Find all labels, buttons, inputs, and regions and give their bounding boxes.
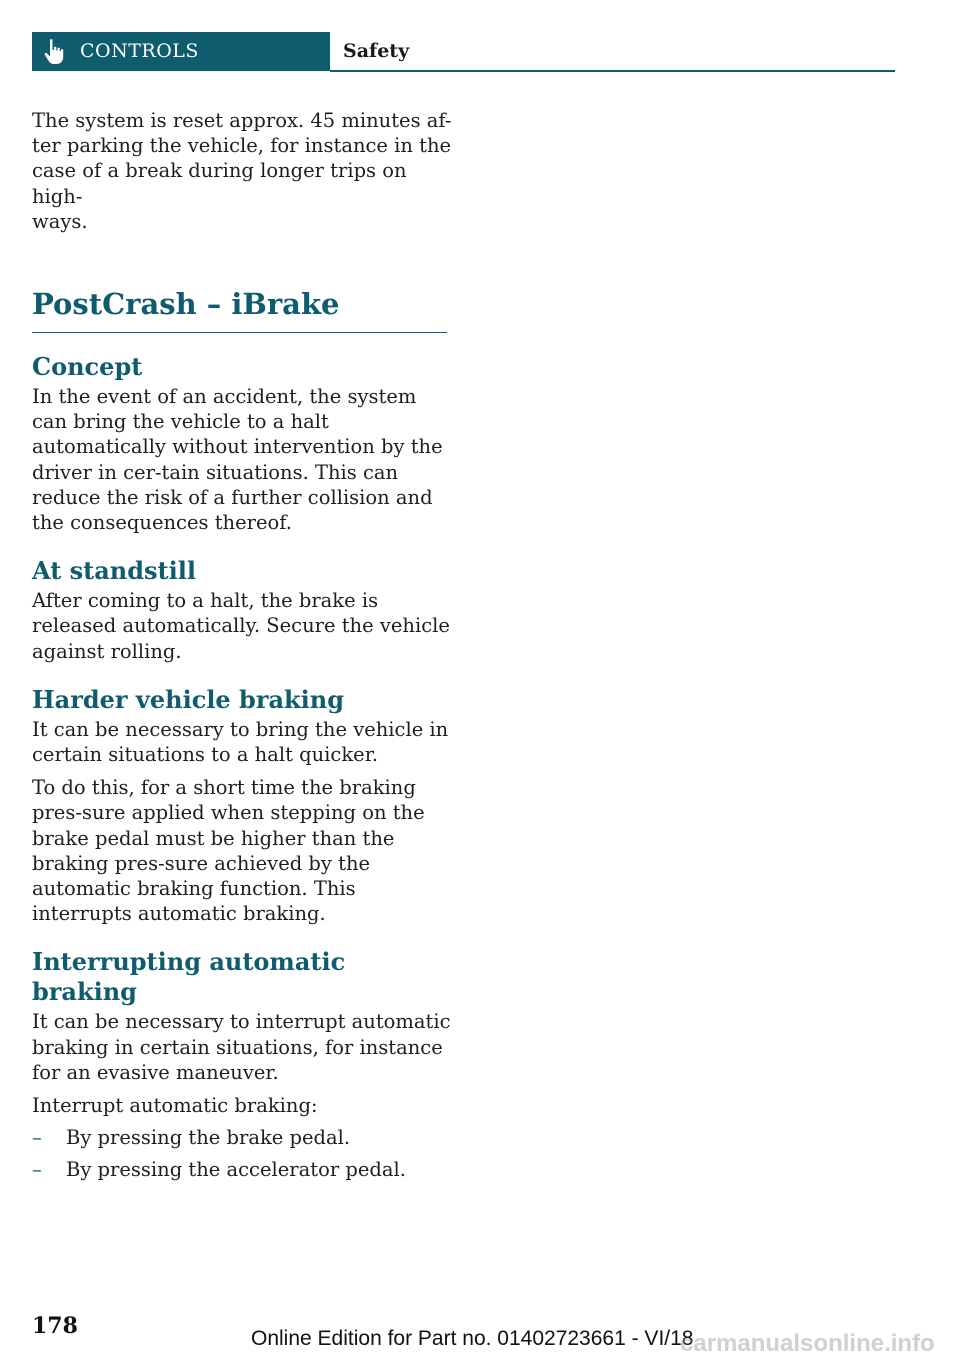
main-column [32, 108, 452, 1182]
chapter-tab-label: CONTROLS [80, 40, 199, 62]
heading-at-standstill: At standstill [32, 556, 196, 586]
list-item-text: By pressing the brake pedal. [66, 1126, 351, 1150]
list-item-text: By pressing the accelerator pedal. [66, 1158, 406, 1182]
heading-interrupting-automatic-braking: Interrupting automatic braking [32, 947, 346, 1007]
edition-note: Online Edition for Part no. 01402723661 - VI/18 [251, 1327, 694, 1350]
section-label: Safety [343, 40, 410, 62]
list-item [32, 1125, 452, 1150]
heading-harder-vehicle-braking: Harder vehicle braking [32, 684, 345, 714]
dash-bullet: – [32, 1158, 42, 1182]
paragraph-at-standstill: After coming to a halt, the brake is released automatically. Secure the vehicle against rolling. [32, 589, 450, 663]
paragraph-interrupting-1: It can be necessary to interrupt automatic braking in certain situations, for instance for an evasive maneuver. [32, 1010, 451, 1084]
header-divider [330, 70, 895, 72]
page-title: PostCrash – iBrake [32, 286, 447, 333]
watermark: carmanualsonline.info [680, 1330, 935, 1357]
paragraph-harder-braking-2: To do this, for a short time the braking pres-sure applied when stepping on the brake pedal must be higher than the braking pres-sure achieved by the automatic braking function. This interrupts automatic braking. [32, 776, 425, 926]
chapter-tab [32, 32, 330, 71]
page-number: 178 [32, 1313, 78, 1339]
paragraph-interrupting-2: Interrupt automatic braking: [32, 1094, 318, 1118]
heading-concept: Concept [32, 352, 143, 382]
pointing-hand-icon [42, 38, 66, 66]
page-header [32, 32, 895, 72]
dash-list [32, 1125, 452, 1182]
list-item [32, 1157, 452, 1182]
dash-bullet: – [32, 1126, 42, 1150]
intro-paragraph: The system is reset approx. 45 minutes af- ter parking the vehicle, for instance in the case of a break during longer trips on high- ways. [32, 109, 452, 233]
paragraph-harder-braking-1: It can be necessary to bring the vehicle in certain situations to a halt quicker. [32, 717, 449, 767]
paragraph-concept: In the event of an accident, the system can bring the vehicle to a halt automatically without intervention by the driver in cer-tain situations. This can reduce the risk of a further collision and the consequences thereof. [32, 385, 443, 535]
